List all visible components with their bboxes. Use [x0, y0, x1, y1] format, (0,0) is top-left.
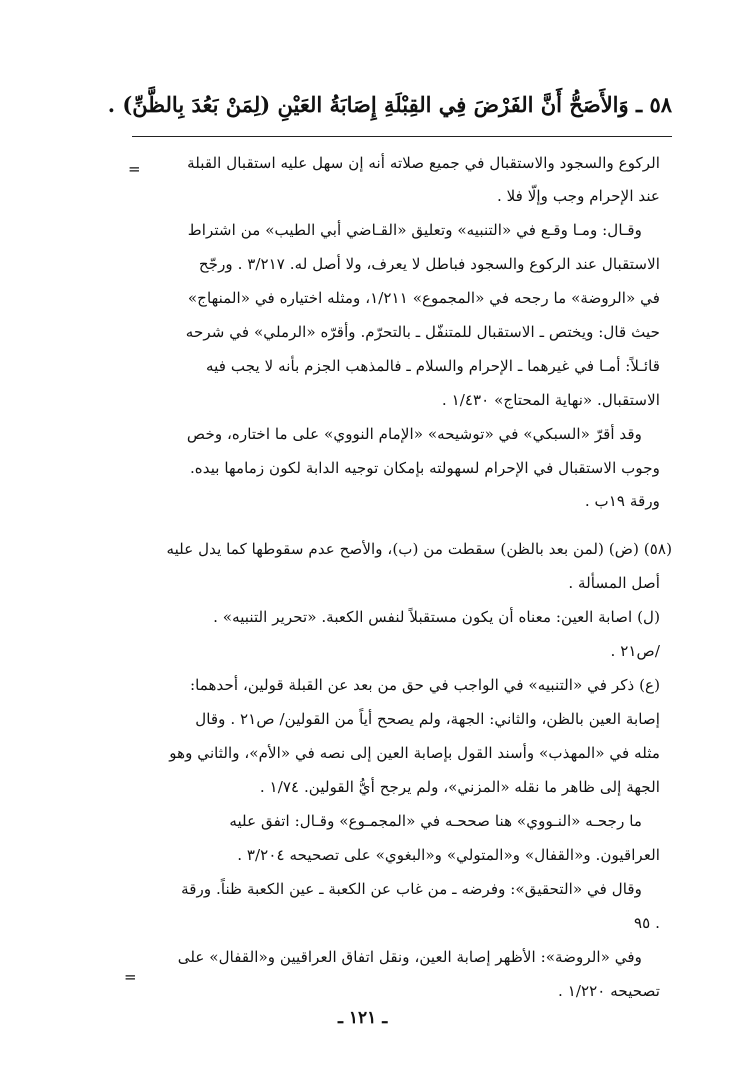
upper-line: وجوب الاستقبال في الإحرام لسهولته بإمكان توجيه الدابة لكون زمامها بيده. [189, 459, 660, 477]
matn-heading: ٥٨ ـ وَالأَصَحُّ أَنَّ الفَرْضَ فِي القِبْلَةِ إِصَابَةُ العَيْنِ (لِمَنْ بَعُدَ بِالظَّنِّ) . [107, 92, 672, 117]
lower-line: الجهة إلى ظاهر ما نقله «المزني»، ولم يرجح أيُّ القولين. ١/٧٤ . [259, 778, 660, 796]
continuation-mark-bottom: = [124, 968, 137, 986]
upper-line: وقد أقرّ «السبكي» في «توشيحه» «الإمام النووي» على ما اختاره، وخص [186, 425, 642, 443]
lower-line: (ل) اصابة العين: معناه أن يكون مستقبلاً لنفس الكعبة. «تحرير التنبيه» . [213, 608, 660, 626]
upper-line: الاستقبال عند الركوع والسجود فباطل لا يعرف، ولا أصل له. ٣/٢١٧ . ورجّح [198, 255, 660, 273]
upper-line: الركوع والسجود والاستقبال في جميع صلاته أنه إن سهل عليه استقبال القبلة [187, 154, 660, 172]
lower-line: إصابة العين بالظن، والثاني: الجهة، ولم يصحح أياً من القولين/ ص٢١ . وقال [195, 710, 660, 728]
lower-line: (ع) ذكر في «التنبيه» في الواجب في حق من بعد عن القبلة قولين، أحدهما: [190, 676, 660, 694]
lower-line: العراقيون. و«القفال» و«المتولي» و«البغوي» على تصحيحه ٣/٢٠٤ . [237, 846, 660, 864]
lower-line: أصل المسألة . [568, 574, 660, 592]
lower-line: ٩٥ . [634, 914, 660, 932]
lower-line: تصحيحه ١/٢٢٠ . [558, 982, 660, 1000]
lower-line: ما رجحـه «النـووي» هنا صححـه في «المجمـوع» وقـال: اتفق عليه [229, 812, 642, 830]
upper-line: وقـال: ومـا وقـع في «التنبيه» وتعليق «القـاضي أبي الطيب» من اشتراط [187, 221, 642, 239]
page-number: ـ ١٢١ ـ [338, 1008, 388, 1028]
header-rule [132, 136, 672, 137]
lower-line: وقال في «التحقيق»: وفرضه ـ من غاب عن الكعبة ـ عين الكعبة ظناً. ورقة [181, 880, 642, 898]
lower-line: /ص٢١ . [610, 642, 660, 660]
upper-line: عند الإحرام وجب وإلّا فلا . [496, 187, 660, 205]
lower-line: (٥٨) (ض) (لمن بعد بالظن) سقطت من (ب)، والأصح عدم سقوطها كما يدل عليه [166, 540, 672, 558]
continuation-mark-top: = [128, 160, 141, 178]
upper-line: حيث قال: ويختص ـ الاستقبال للمتنفّل ـ بالتحرّم. وأقرّه «الرملي» في شرحه [185, 323, 660, 341]
upper-line: قائـلاً: أمـا في غيرهما ـ الإحرام والسلام ـ فالمذهب الجزم بأنه لا يجب فيه [206, 357, 660, 375]
upper-line: ورقة ١٩ب . [584, 492, 660, 510]
upper-line: الاستقبال. «نهاية المحتاج» ١/٤٣٠ . [441, 391, 660, 409]
lower-line: وفي «الروضة»: الأظهر إصابة العين، ونقل اتفاق العراقيين و«القفال» على [177, 948, 642, 966]
lower-line: مثله في «المهذب» وأسند القول بإصابة العين إلى نصه في «الأم»، والثاني وهو [169, 744, 660, 762]
upper-line: في «الروضة» ما رجحه في «المجموع» ١/٢١١، ومثله اختياره في «المنهاج» [187, 289, 660, 307]
